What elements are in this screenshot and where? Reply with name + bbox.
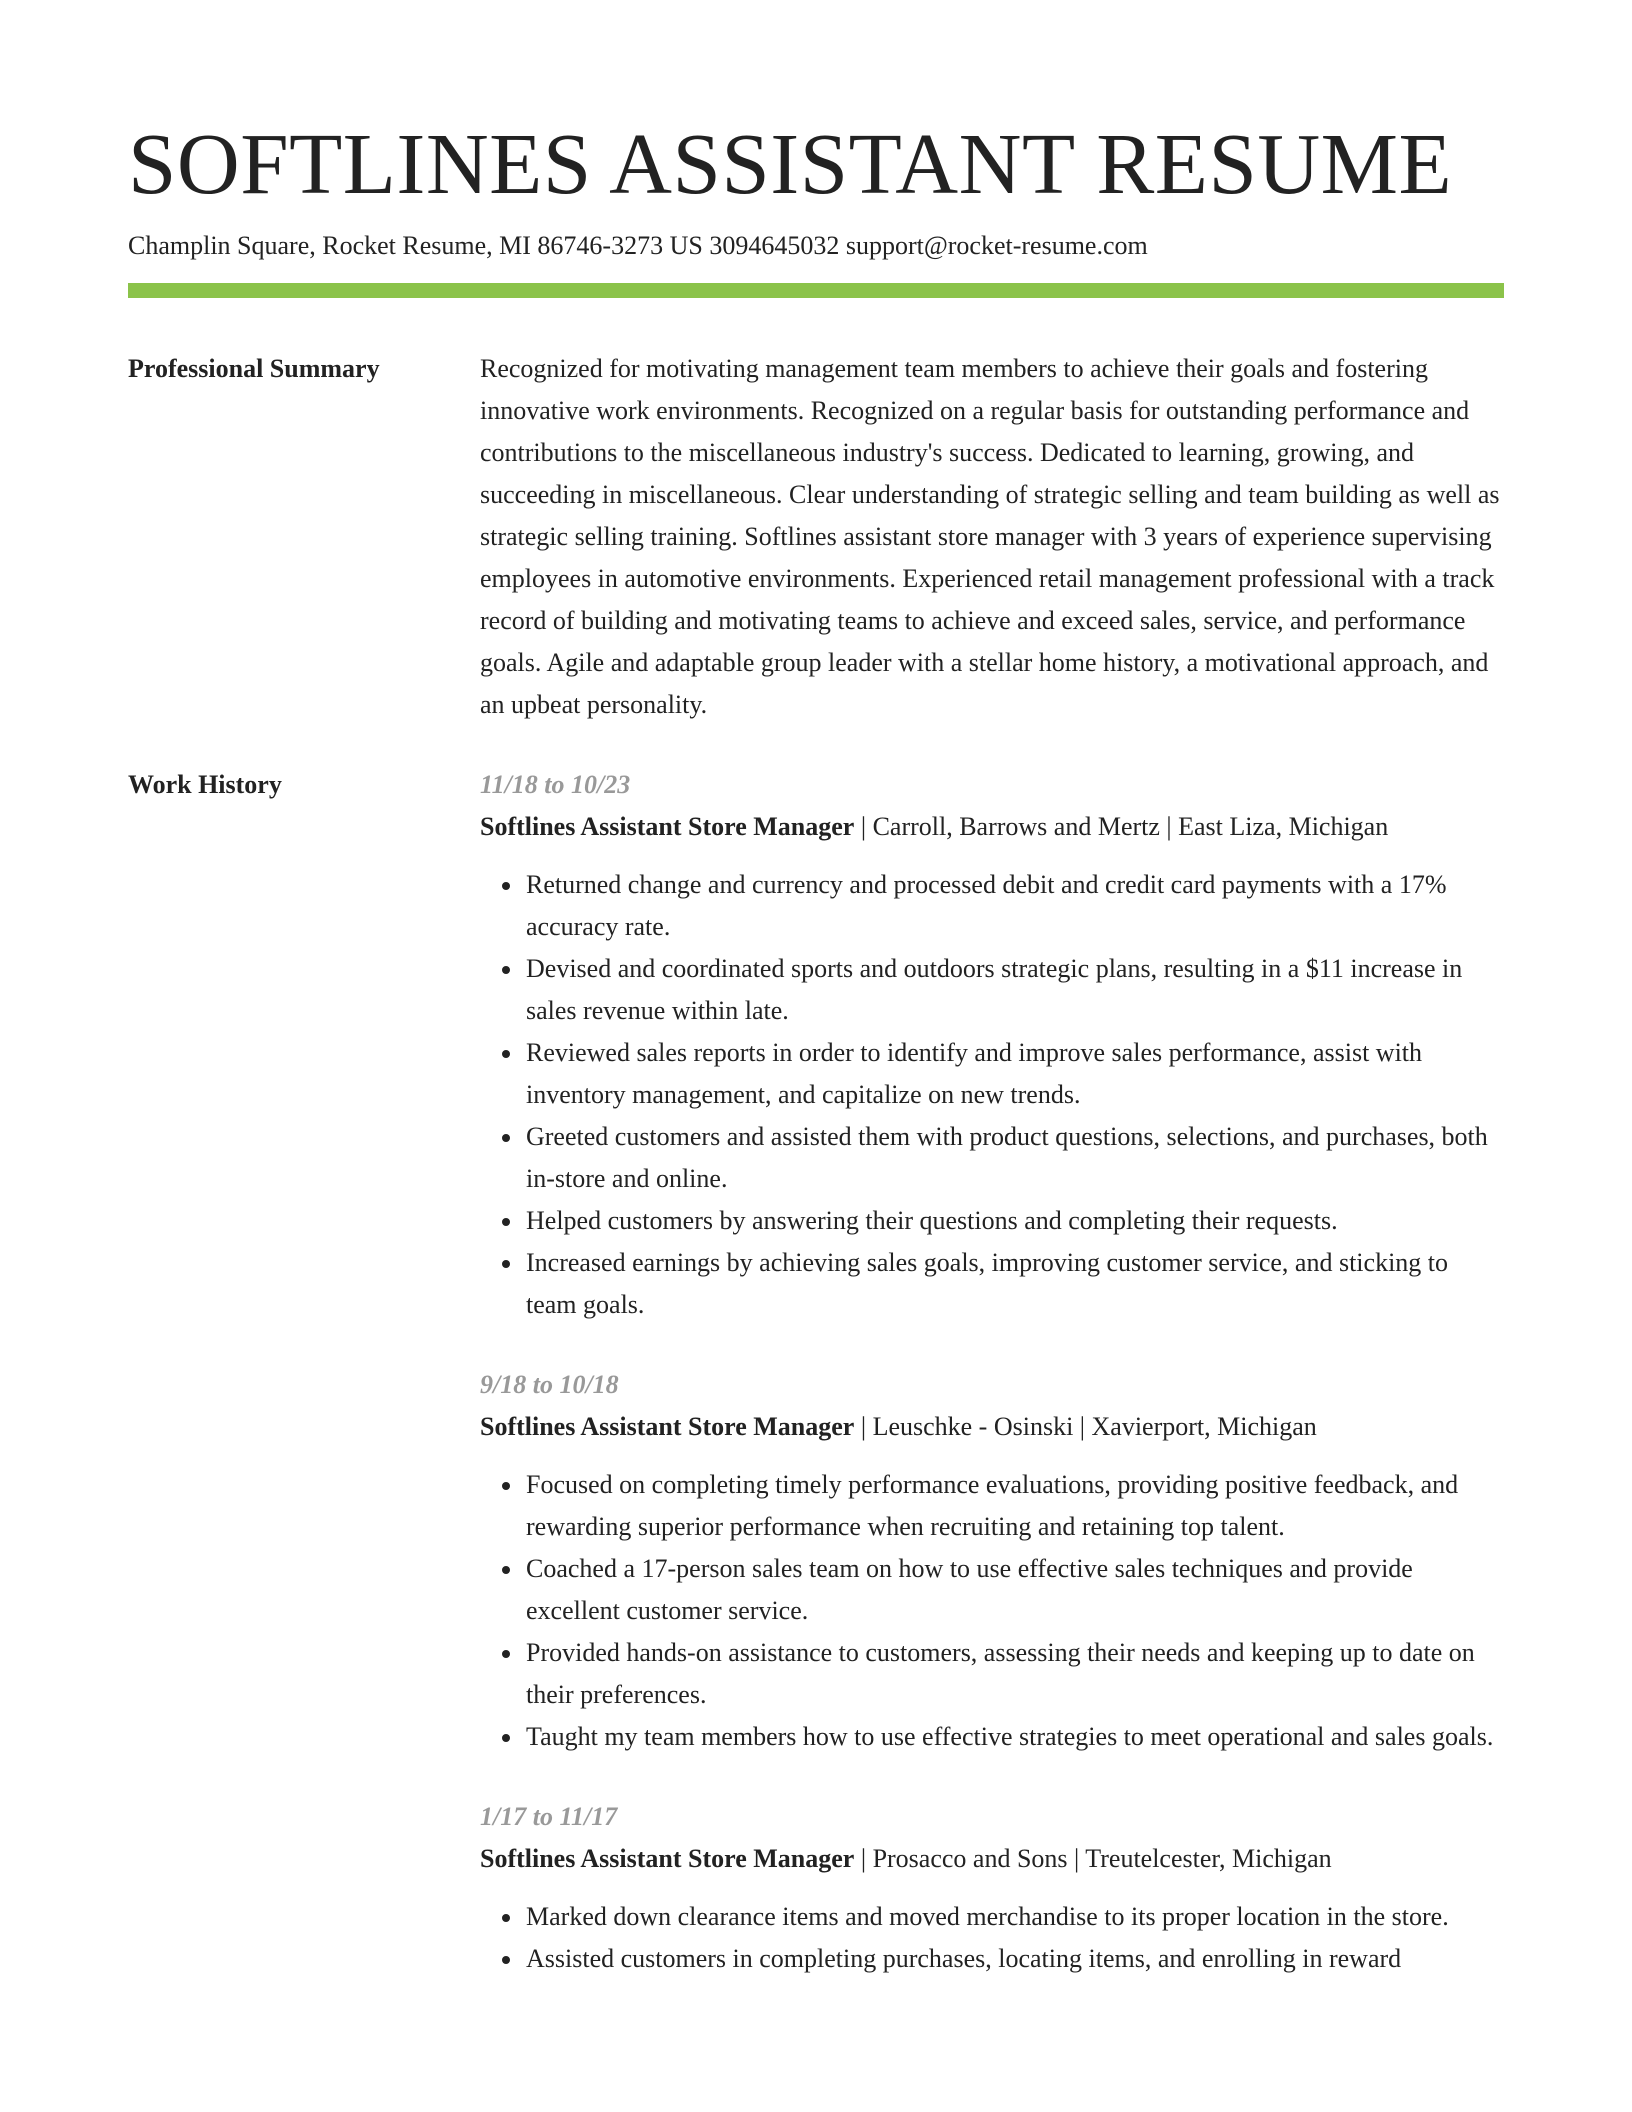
job-bullet-list <box>480 1464 1504 1758</box>
job-bullet: • Helped customers by answering their questions and completing their requests. <box>524 1200 1504 1242</box>
job-bullet: • Taught my team members how to use effective strategies to meet operational and sales goals. <box>524 1716 1504 1758</box>
job-entry <box>480 764 1504 1326</box>
job-title-line <box>480 1838 1504 1880</box>
job-title: Softlines Assistant Store Manager <box>480 1412 855 1442</box>
job-bullet: • Coached a 17-person sales team on how to use effective sales techniques and provide excellent customer service. <box>524 1548 1504 1632</box>
job-bullet: • Focused on completing timely performance evaluations, providing positive feedback, and rewarding superior performance when recruiting and retaining top talent. <box>524 1464 1504 1548</box>
summary-heading: Professional Summary <box>128 354 380 384</box>
job-details: | Carroll, Barrows and Mertz | East Liza, Michigan <box>854 812 1389 842</box>
job-entry <box>480 1796 1504 1980</box>
accent-divider <box>128 283 1504 298</box>
job-entry <box>480 1364 1504 1758</box>
resume-page <box>128 115 1504 2018</box>
job-title-line <box>480 806 1504 848</box>
job-bullet: • Provided hands-on assistance to customers, assessing their needs and keeping up to date on their preferences. <box>524 1632 1504 1716</box>
job-details: | Prosacco and Sons | Treutelcester, Michigan <box>854 1844 1332 1874</box>
job-bullet: • Reviewed sales reports in order to identify and improve sales performance, assist with inventory management, and capitalize on new trends. <box>524 1032 1504 1116</box>
work-history-heading: Work History <box>128 770 282 800</box>
summary-section <box>128 348 1504 726</box>
job-title: Softlines Assistant Store Manager <box>480 812 855 842</box>
summary-body <box>480 348 1504 726</box>
work-history-section <box>128 764 1504 2018</box>
job-dates: 11/18 to 10/23 <box>480 770 631 800</box>
summary-text: Recognized for motivating management team members to achieve their goals and fostering innovative work environments. Recognized on a regular basis for outstanding performance and contributions to the miscellaneous industry's success. Dedicated to learning, growing, and succeeding in miscellaneous. Clear understanding of strategic selling and team building as well as strategic selling training. Softlines assistant store manager with 3 years of experience supervising employees in automotive environments. Experienced retail management professional with a track record of building and motivating teams to achieve and exceed sales, service, and performance goals. Agile and adaptable group leader with a stellar home history, a motivational approach, and an upbeat personality. <box>480 354 1500 720</box>
job-dates: 1/17 to 11/17 <box>480 1802 618 1832</box>
job-title: Softlines Assistant Store Manager <box>480 1844 855 1874</box>
work-history-body <box>480 764 1504 2018</box>
job-bullet: • Assisted customers in completing purchases, locating items, and enrolling in reward <box>524 1938 1504 1980</box>
resume-name: SOFTLINES ASSISTANT RESUME <box>128 115 1453 212</box>
job-bullet: • Devised and coordinated sports and outdoors strategic plans, resulting in a $11 increase in sales revenue within late. <box>524 948 1504 1032</box>
job-bullet-list <box>480 1896 1504 1980</box>
job-bullet: • Marked down clearance items and moved merchandise to its proper location in the store. <box>524 1896 1504 1938</box>
contact-line: Champlin Square, Rocket Resume, MI 86746-3273 US 3094645032 support@rocket-resume.com <box>128 231 1148 261</box>
job-bullet: • Increased earnings by achieving sales goals, improving customer service, and sticking to team goals. <box>524 1242 1504 1326</box>
job-details: | Leuschke - Osinski | Xavierport, Michigan <box>854 1412 1317 1442</box>
job-bullet: • Greeted customers and assisted them with product questions, selections, and purchases, both in-store and online. <box>524 1116 1504 1200</box>
job-dates: 9/18 to 10/18 <box>480 1370 619 1400</box>
job-bullet-list <box>480 864 1504 1326</box>
job-bullet: • Returned change and currency and processed debit and credit card payments with a 17% accuracy rate. <box>524 864 1504 948</box>
job-title-line <box>480 1406 1504 1448</box>
